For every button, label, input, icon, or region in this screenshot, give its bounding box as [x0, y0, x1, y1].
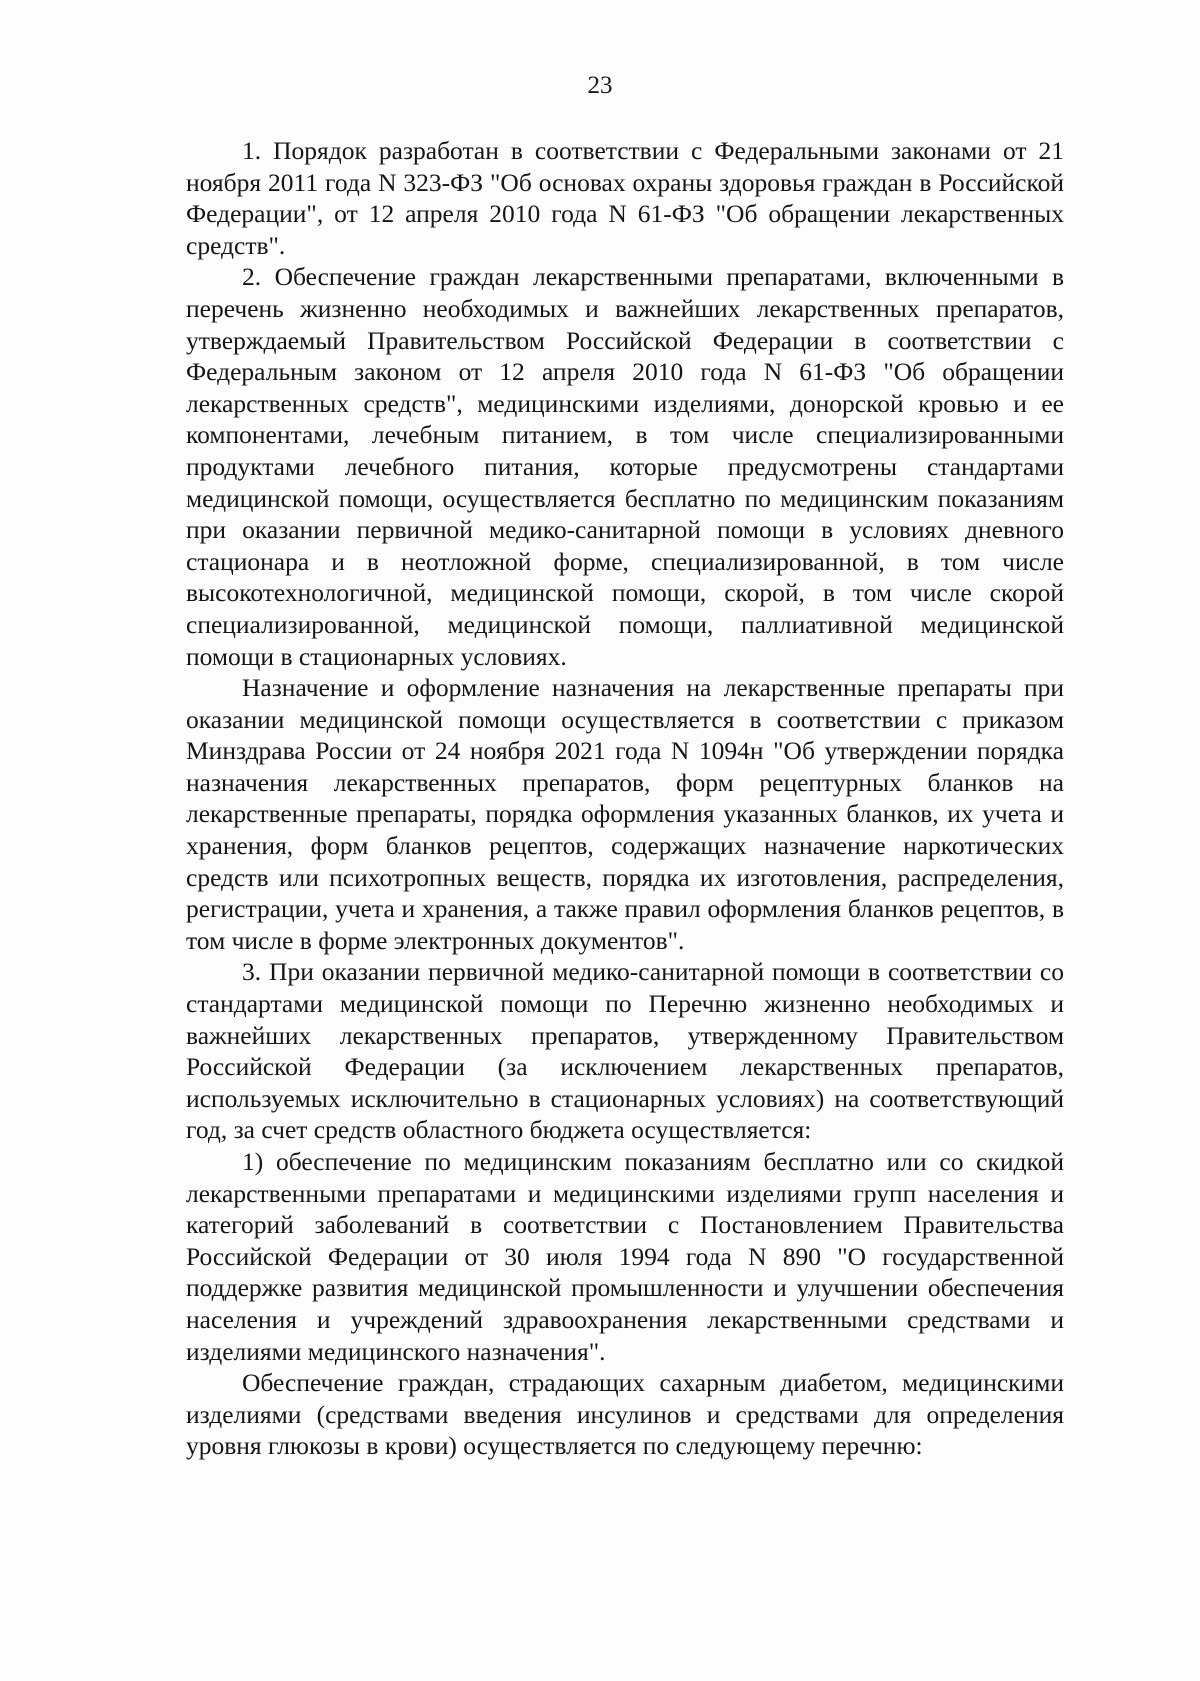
page-number: 23: [587, 72, 613, 99]
paragraph-3-primary-care: 3. При оказании первичной медико-санитарной помощи в соответствии со стандартами медицинской помощи по Перечню жизненно необходимых и важнейших лекарственных препаратов, утвержденному Правительством Российской Федерации (за исключением лекарственных препаратов, используемых исключительно в стационарных условиях) на соответствующий год, за счет средств областного бюджета осуществляется:: [186, 957, 1064, 1145]
paragraph-3-item-1: 1) обеспечение по медицинским показаниям бесплатно или со скидкой лекарственными препаратами и медицинскими изделиями групп населения и категорий заболеваний в соответствии с Постановлением Правительства Российской Федерации от 30 июля 1994 года N 890 "О государственной поддержке развития медицинской промышленности и улучшении обеспечения населения и учреждений здравоохранения лекарственными средствами и изделиями медицинского назначения".: [186, 1147, 1064, 1366]
paragraph-2-free-provision: 2. Обеспечение граждан лекарственными препаратами, включенными в перечень жизненно необходимых и важнейших лекарственных препаратов, утверждаемый Правительством Российской Федерации в соответствии с Федеральным законом от 12 апреля 2010 года N 61-ФЗ "Об обращении лекарственных средств", медицинскими изделиями, донорской кровью и ее компонентами, лечебным питанием, в том числе специализированными продуктами лечебного питания, которые предусмотрены стандартами медицинской помощи, осуществляется бесплатно по медицинским показаниям при оказании первичной медико-санитарной помощи в условиях дневного стационара и в неотложной форме, специализированной, в том числе высокотехнологичной, медицинской помощи, скорой, в том числе скорой специализированной, медицинской помощи, паллиативной медицинской помощи в стационарных условиях.: [186, 262, 1064, 671]
document-body: [186, 135, 1064, 1462]
paragraph-1-legal-basis: 1. Порядок разработан в соответствии с Федеральными законами от 21 ноября 2011 года N 323-ФЗ "Об основах охраны здоровья граждан в Российской Федерации", от 12 апреля 2010 года N 61-ФЗ "Об обращении лекарственных средств".: [186, 136, 1064, 260]
paragraph-prescription-order: Назначение и оформление назначения на лекарственные препараты при оказании медицинской помощи осуществляется в соответствии с приказом Минздрава России от 24 ноября 2021 года N 1094н "Об утверждении порядка назначения лекарственных препаратов, форм рецептурных бланков на лекарственные препараты, порядка оформления указанных бланков, их учета и хранения, форм бланков рецептов, содержащих назначение наркотических средств или психотропных веществ, порядка их изготовления, распределения, регистрации, учета и хранения, а также правил оформления бланков рецептов, в том числе в форме электронных документов".: [186, 673, 1064, 955]
paragraph-diabetes-provision: Обеспечение граждан, страдающих сахарным диабетом, медицинскими изделиями (средствами введения инсулинов и средствами для определения уровня глюкозы в крови) осуществляется по следующему перечню:: [186, 1368, 1064, 1461]
